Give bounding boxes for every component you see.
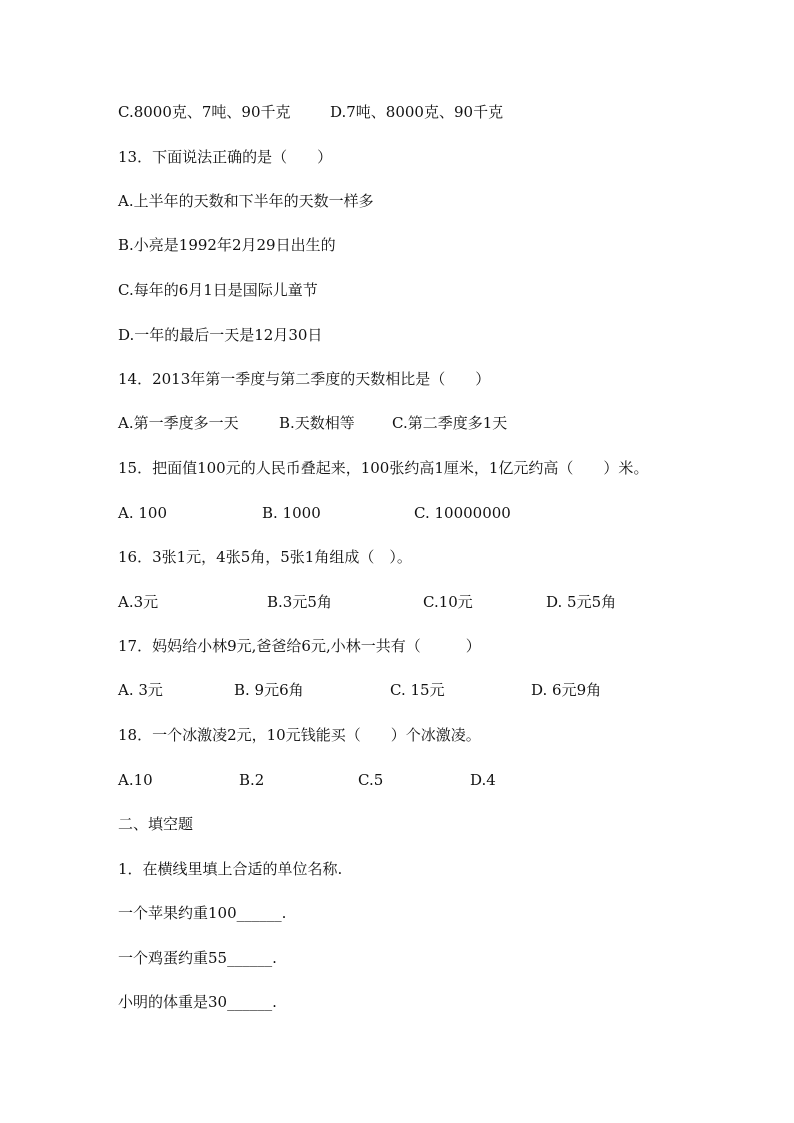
q16-option-d: D. 5元5角: [546, 593, 617, 611]
q14-option-a: A.第一季度多一天: [118, 414, 239, 432]
section-heading: 二、填空题: [118, 815, 194, 833]
fill-q1-stem: 1．在横线里填上合适的单位名称.: [118, 860, 343, 878]
q15-option-c: C. 10000000: [414, 504, 511, 522]
q17-option-c: C. 15元: [390, 681, 445, 699]
q16-option-a: A.3元: [118, 593, 159, 611]
q13-option-b: B.小亮是1992年2月29日出生的: [118, 236, 336, 254]
q15-option-b: B. 1000: [262, 504, 321, 522]
q13-stem: 13．下面说法正确的是（ ）: [118, 148, 333, 166]
q15-stem: 15．把面值100元的人民币叠起来，100张约高1厘米，1亿元约高（ ）米。: [118, 459, 649, 477]
q18-option-a: A.10: [118, 771, 153, 789]
q18-stem: 18．一个冰激凌2元，10元钱能买（ ）个冰激凌。: [118, 726, 481, 744]
q12-option-c: C.8000克、7吨、90千克: [118, 103, 291, 121]
q14-option-c: C.第二季度多1天: [392, 414, 508, 432]
fill-item-egg: 一个鸡蛋约重55______.: [118, 949, 277, 967]
q16-option-b: B.3元5角: [267, 593, 332, 611]
q15-option-a: A. 100: [118, 504, 167, 522]
fill-item-apple: 一个苹果约重100______.: [118, 904, 287, 922]
q17-option-d: D. 6元9角: [531, 681, 602, 699]
q16-option-c: C.10元: [423, 593, 473, 611]
q18-option-d: D.4: [470, 771, 496, 789]
q13-option-c: C.每年的6月1日是国际儿童节: [118, 281, 318, 299]
q13-option-a: A.上半年的天数和下半年的天数一样多: [118, 192, 374, 210]
q14-option-b: B.天数相等: [279, 414, 355, 432]
q17-option-a: A. 3元: [118, 681, 163, 699]
q18-option-b: B.2: [239, 771, 265, 789]
q18-option-c: C.5: [358, 771, 384, 789]
q14-stem: 14．2013年第一季度与第二季度的天数相比是（ ）: [118, 370, 491, 388]
q13-option-d: D.一年的最后一天是12月30日: [118, 326, 323, 344]
q12-option-d: D.7吨、8000克、90千克: [330, 103, 504, 121]
fill-item-weight: 小明的体重是30______.: [118, 993, 277, 1011]
q17-option-b: B. 9元6角: [234, 681, 304, 699]
q16-stem: 16．3张1元，4张5角，5张1角组成（ ）。: [118, 548, 412, 566]
q17-stem: 17．妈妈给小林9元,爸爸给6元,小林一共有（ ）: [118, 637, 481, 655]
